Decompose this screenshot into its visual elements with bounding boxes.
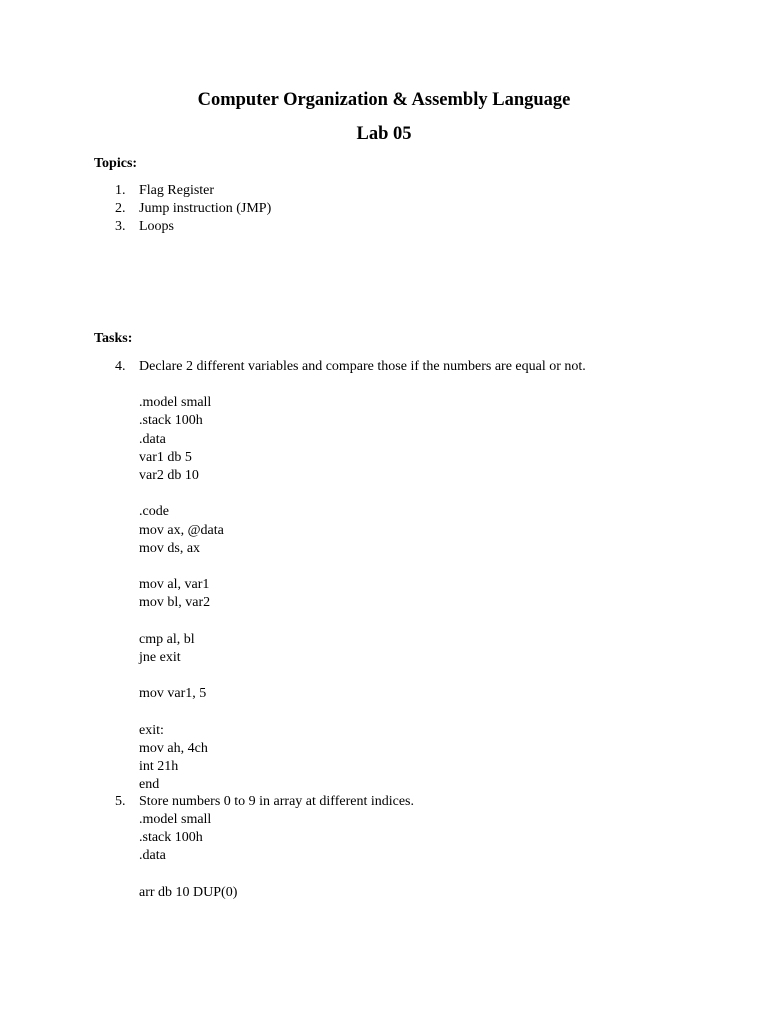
code-line: var1 db 5 [139, 449, 192, 465]
topic-number: 1. [115, 183, 126, 198]
topic-number: 3. [115, 219, 126, 234]
code-block [139, 811, 237, 902]
code-line: .stack 100h [139, 830, 203, 846]
tasks-heading: Tasks: [94, 331, 133, 346]
code-line: .stack 100h [139, 413, 203, 429]
code-line: .model small [139, 395, 212, 411]
code-line: exit: [139, 722, 164, 738]
document-title: Computer Organization & Assembly Language [197, 90, 571, 110]
code-line [139, 558, 224, 576]
code-line: mov var1, 5 [139, 686, 207, 702]
code-line: arr db 10 DUP(0) [139, 884, 238, 900]
code-line: mov ah, 4ch [139, 740, 208, 756]
task-text: Declare 2 different variables and compare those if the numbers are equal or not. [139, 359, 586, 374]
code-line: .data [139, 848, 166, 864]
code-line: .data [139, 431, 166, 447]
task-text: Store numbers 0 to 9 in array at different indices. [139, 794, 414, 809]
topic-text: Flag Register [139, 183, 215, 198]
code-line: .model small [139, 812, 212, 827]
code-line: mov ax, @data [139, 522, 224, 538]
code-line: .code [139, 504, 169, 520]
topics-heading: Topics: [94, 156, 138, 171]
code-line: mov bl, var2 [139, 595, 211, 611]
code-block [139, 376, 224, 794]
document-subtitle: Lab 05 [356, 124, 412, 144]
topic-number: 2. [115, 201, 126, 216]
task-number: 4. [115, 359, 126, 374]
code-line [139, 866, 237, 884]
task-number: 5. [115, 794, 126, 809]
code-line [139, 703, 224, 721]
topic-text: Jump instruction (JMP) [139, 201, 272, 216]
code-line: jne exit [139, 649, 181, 665]
code-line [139, 485, 224, 503]
code-line: cmp al, bl [139, 631, 195, 647]
code-line: mov ds, ax [139, 540, 201, 556]
code-line: int 21h [139, 758, 179, 774]
code-line [139, 376, 224, 394]
code-line: end [139, 777, 160, 793]
code-line [139, 667, 224, 685]
code-line: mov al, var1 [139, 577, 210, 593]
code-line [139, 612, 224, 630]
code-line: var2 db 10 [139, 467, 199, 483]
topic-text: Loops [139, 219, 174, 234]
